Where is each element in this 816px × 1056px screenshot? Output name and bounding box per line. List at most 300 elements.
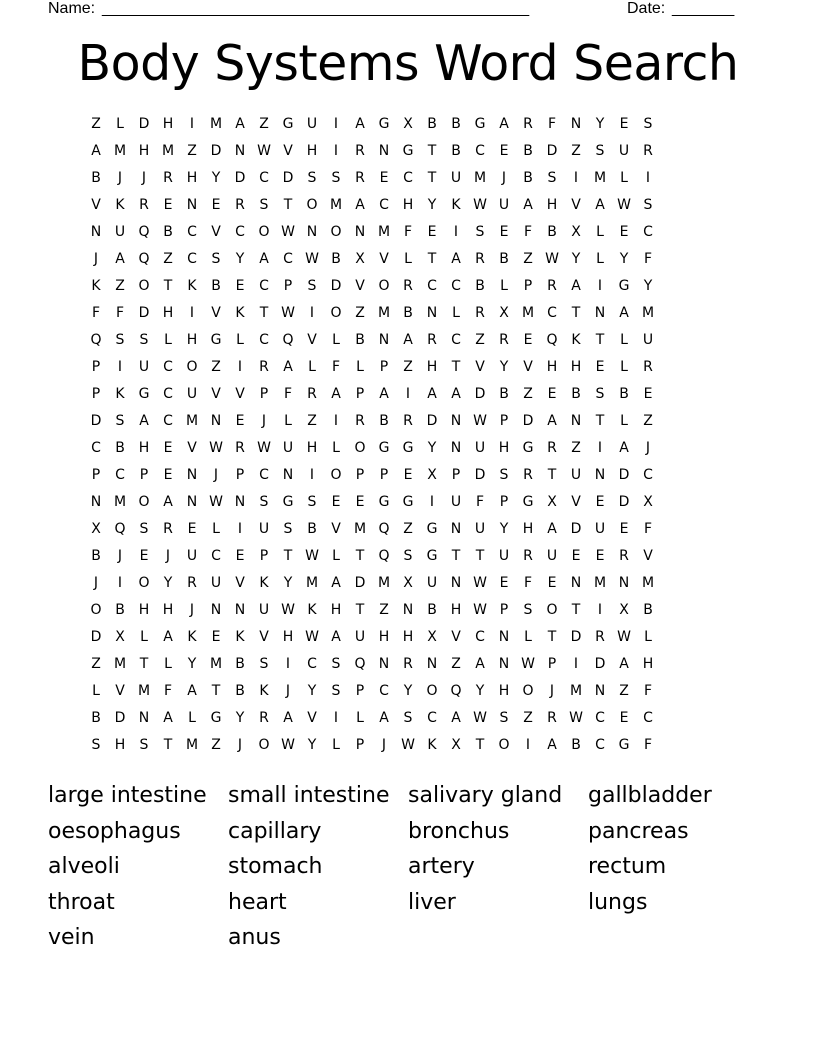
grid-letter[interactable]: N [594,467,606,483]
grid-letter[interactable]: M [329,197,343,213]
grid-letter[interactable]: D [618,467,630,483]
grid-letter[interactable]: T [451,548,461,564]
grid-letter[interactable]: Y [163,575,173,591]
grid-letter[interactable]: G [522,494,534,510]
grid-letter[interactable]: P [379,359,389,375]
grid-letter[interactable]: U [570,467,582,483]
grid-letter[interactable]: W [281,602,295,618]
grid-letter[interactable]: V [211,386,221,402]
grid-letter[interactable]: N [594,305,606,321]
grid-letter[interactable]: R [547,440,557,456]
grid-letter[interactable]: R [235,197,245,213]
grid-letter[interactable]: L [308,359,316,375]
grid-letter[interactable]: C [475,629,485,645]
grid-letter[interactable]: I [645,170,651,186]
grid-letter[interactable]: T [451,359,461,375]
grid-letter[interactable]: O [306,197,318,213]
grid-letter[interactable]: P [499,602,509,618]
grid-letter[interactable]: F [643,737,653,753]
grid-letter[interactable]: P [355,683,365,699]
grid-letter[interactable]: K [427,737,437,753]
grid-letter[interactable]: S [115,332,125,348]
grid-letter[interactable]: B [115,602,125,618]
grid-letter[interactable]: Q [90,332,102,348]
grid-letter[interactable]: T [475,737,485,753]
grid-letter[interactable]: P [547,656,557,672]
grid-letter[interactable]: B [499,251,509,267]
grid-letter[interactable]: S [403,548,413,564]
grid-letter[interactable]: K [187,629,197,645]
grid-letter[interactable]: I [333,710,339,726]
grid-letter[interactable]: F [283,386,293,402]
grid-letter[interactable]: J [189,602,195,618]
grid-letter[interactable]: I [597,602,603,618]
grid-letter[interactable]: X [403,116,413,132]
grid-letter[interactable]: Z [403,359,413,375]
grid-letter[interactable]: V [235,575,245,591]
grid-letter[interactable]: N [618,575,630,591]
grid-letter[interactable]: Y [211,170,221,186]
grid-letter[interactable]: W [473,197,487,213]
grid-letter[interactable]: R [403,278,413,294]
grid-letter[interactable]: U [354,629,366,645]
grid-letter[interactable]: O [354,440,366,456]
grid-letter[interactable]: A [427,386,437,402]
grid-letter[interactable]: B [475,278,485,294]
grid-letter[interactable]: B [571,386,581,402]
grid-letter[interactable]: W [305,629,319,645]
grid-letter[interactable]: O [138,575,150,591]
grid-letter[interactable]: V [259,629,269,645]
grid-letter[interactable]: C [259,278,269,294]
grid-letter[interactable]: Y [235,710,245,726]
grid-letter[interactable]: L [524,629,532,645]
grid-letter[interactable]: F [163,683,173,699]
grid-letter[interactable]: S [499,467,509,483]
grid-letter[interactable]: S [91,737,101,753]
grid-letter[interactable]: I [573,656,579,672]
grid-letter[interactable]: X [355,251,365,267]
grid-letter[interactable]: O [426,683,438,699]
grid-letter[interactable]: T [427,143,437,159]
grid-letter[interactable]: R [355,413,365,429]
grid-letter[interactable]: X [571,224,581,240]
grid-letter[interactable]: E [235,548,245,564]
grid-letter[interactable]: D [618,494,630,510]
grid-letter[interactable]: T [283,197,293,213]
grid-letter[interactable]: A [163,494,173,510]
grid-letter[interactable]: J [261,413,267,429]
grid-letter[interactable]: O [546,602,558,618]
grid-letter[interactable]: F [643,521,653,537]
grid-letter[interactable]: U [186,548,198,564]
grid-letter[interactable]: N [186,197,198,213]
grid-letter[interactable]: X [547,494,557,510]
grid-letter[interactable]: A [619,305,629,321]
grid-letter[interactable]: V [523,359,533,375]
grid-letter[interactable]: W [401,737,415,753]
grid-letter[interactable]: L [620,359,628,375]
grid-letter[interactable]: A [331,575,341,591]
grid-letter[interactable]: R [643,143,653,159]
grid-letter[interactable]: U [642,332,654,348]
grid-letter[interactable]: K [451,197,461,213]
grid-letter[interactable]: E [571,548,581,564]
grid-letter[interactable]: S [139,521,149,537]
grid-letter[interactable]: C [211,548,221,564]
grid-letter[interactable]: F [643,251,653,267]
grid-letter[interactable]: V [187,440,197,456]
grid-letter[interactable]: G [402,440,414,456]
date-field[interactable]: _______ [672,0,735,17]
grid-letter[interactable]: M [569,683,583,699]
grid-letter[interactable]: C [307,656,317,672]
grid-letter[interactable]: I [453,224,459,240]
grid-letter[interactable]: P [379,467,389,483]
grid-letter[interactable]: L [332,332,340,348]
grid-letter[interactable]: R [139,197,149,213]
grid-letter[interactable]: W [281,737,295,753]
grid-letter[interactable]: W [473,575,487,591]
grid-letter[interactable]: S [259,656,269,672]
grid-letter[interactable]: H [498,440,510,456]
grid-letter[interactable]: W [473,602,487,618]
grid-letter[interactable]: B [523,143,533,159]
grid-letter[interactable]: F [523,224,533,240]
grid-letter[interactable]: U [474,521,486,537]
grid-letter[interactable]: N [378,332,390,348]
grid-letter[interactable]: C [643,224,653,240]
grid-letter[interactable]: C [427,710,437,726]
grid-letter[interactable]: C [595,737,605,753]
grid-letter[interactable]: Z [523,251,533,267]
grid-letter[interactable]: H [138,602,150,618]
grid-letter[interactable]: O [378,278,390,294]
grid-letter[interactable]: C [91,440,101,456]
grid-letter[interactable]: L [332,548,340,564]
grid-letter[interactable]: J [501,170,507,186]
grid-letter[interactable]: B [235,656,245,672]
grid-letter[interactable]: U [618,143,630,159]
grid-letter[interactable]: H [138,440,150,456]
grid-letter[interactable]: C [163,386,173,402]
grid-letter[interactable]: B [451,116,461,132]
grid-letter[interactable]: L [620,413,628,429]
grid-letter[interactable]: Q [378,548,390,564]
grid-letter[interactable]: D [570,629,582,645]
grid-letter[interactable]: Y [595,116,605,132]
grid-letter[interactable]: G [522,440,534,456]
grid-letter[interactable]: T [547,467,557,483]
grid-letter[interactable]: S [211,251,221,267]
grid-letter[interactable]: C [427,278,437,294]
grid-letter[interactable]: A [355,197,365,213]
grid-letter[interactable]: T [355,602,365,618]
grid-letter[interactable]: Z [403,521,413,537]
grid-letter[interactable]: D [594,656,606,672]
grid-letter[interactable]: A [259,251,269,267]
grid-letter[interactable]: C [187,224,197,240]
grid-letter[interactable]: J [165,548,171,564]
grid-letter[interactable]: G [282,116,294,132]
grid-letter[interactable]: Y [571,251,581,267]
grid-letter[interactable]: R [619,548,629,564]
grid-letter[interactable]: F [475,494,485,510]
grid-letter[interactable]: S [283,521,293,537]
grid-letter[interactable]: D [426,413,438,429]
grid-letter[interactable]: D [546,143,558,159]
grid-letter[interactable]: B [451,143,461,159]
grid-letter[interactable]: L [620,332,628,348]
grid-letter[interactable]: E [163,467,173,483]
grid-letter[interactable]: N [450,440,462,456]
grid-letter[interactable]: E [403,467,413,483]
grid-letter[interactable]: E [163,440,173,456]
grid-letter[interactable]: N [570,116,582,132]
grid-letter[interactable]: U [546,548,558,564]
grid-letter[interactable]: R [163,521,173,537]
grid-letter[interactable]: H [282,629,294,645]
grid-letter[interactable]: P [139,467,149,483]
grid-letter[interactable]: E [187,521,197,537]
grid-letter[interactable]: Q [282,332,294,348]
grid-letter[interactable]: D [210,143,222,159]
grid-letter[interactable]: C [379,683,389,699]
grid-letter[interactable]: N [450,521,462,537]
grid-letter[interactable]: L [236,332,244,348]
grid-letter[interactable]: H [426,359,438,375]
grid-letter[interactable]: B [619,386,629,402]
grid-letter[interactable]: A [619,656,629,672]
grid-letter[interactable]: X [115,629,125,645]
grid-letter[interactable]: M [377,575,391,591]
grid-letter[interactable]: E [211,197,221,213]
grid-letter[interactable]: T [427,170,437,186]
grid-letter[interactable]: O [258,737,270,753]
grid-letter[interactable]: R [187,575,197,591]
grid-letter[interactable]: V [211,224,221,240]
grid-letter[interactable]: Z [211,737,221,753]
grid-letter[interactable]: K [115,386,125,402]
grid-letter[interactable]: A [331,629,341,645]
grid-letter[interactable]: W [521,656,535,672]
grid-letter[interactable]: X [427,467,437,483]
grid-letter[interactable]: T [139,656,149,672]
grid-letter[interactable]: D [330,278,342,294]
grid-letter[interactable]: L [212,521,220,537]
grid-letter[interactable]: Q [138,224,150,240]
grid-letter[interactable]: S [139,737,149,753]
grid-letter[interactable]: J [141,170,147,186]
grid-letter[interactable]: S [499,710,509,726]
grid-letter[interactable]: M [137,683,151,699]
grid-letter[interactable]: Z [643,413,653,429]
grid-letter[interactable]: E [547,386,557,402]
grid-letter[interactable]: D [354,575,366,591]
grid-letter[interactable]: T [427,251,437,267]
grid-letter[interactable]: L [356,710,364,726]
grid-letter[interactable]: V [379,251,389,267]
grid-letter[interactable]: Y [235,251,245,267]
grid-letter[interactable]: O [186,359,198,375]
grid-letter[interactable]: P [259,548,269,564]
grid-letter[interactable]: L [188,710,196,726]
grid-letter[interactable]: L [164,656,172,672]
grid-letter[interactable]: A [523,197,533,213]
grid-letter[interactable]: E [547,575,557,591]
grid-letter[interactable]: V [115,683,125,699]
grid-letter[interactable]: C [643,710,653,726]
grid-letter[interactable]: B [355,332,365,348]
grid-letter[interactable]: M [209,116,223,132]
grid-letter[interactable]: C [187,251,197,267]
grid-letter[interactable]: R [235,440,245,456]
grid-letter[interactable]: N [90,494,102,510]
grid-letter[interactable]: U [498,548,510,564]
grid-letter[interactable]: S [115,413,125,429]
grid-letter[interactable]: U [114,224,126,240]
grid-letter[interactable]: W [209,494,223,510]
grid-letter[interactable]: G [378,116,390,132]
grid-letter[interactable]: F [91,305,101,321]
grid-letter[interactable]: F [115,305,125,321]
grid-letter[interactable]: G [210,710,222,726]
grid-letter[interactable]: V [475,359,485,375]
grid-letter[interactable]: C [259,467,269,483]
grid-letter[interactable]: X [643,494,653,510]
grid-letter[interactable]: E [211,629,221,645]
grid-letter[interactable]: J [117,548,123,564]
grid-letter[interactable]: M [113,656,127,672]
grid-letter[interactable]: O [138,494,150,510]
grid-letter[interactable]: R [475,251,485,267]
grid-letter[interactable]: T [475,548,485,564]
grid-letter[interactable]: V [451,629,461,645]
grid-letter[interactable]: S [331,656,341,672]
grid-letter[interactable]: A [547,737,557,753]
grid-letter[interactable]: M [113,494,127,510]
grid-letter[interactable]: E [523,332,533,348]
grid-letter[interactable]: P [235,467,245,483]
grid-letter[interactable]: T [211,683,221,699]
grid-letter[interactable]: E [499,575,509,591]
grid-letter[interactable]: U [594,521,606,537]
grid-letter[interactable]: N [450,413,462,429]
grid-letter[interactable]: C [259,170,269,186]
grid-letter[interactable]: N [90,224,102,240]
grid-letter[interactable]: I [333,413,339,429]
grid-letter[interactable]: W [305,548,319,564]
grid-letter[interactable]: A [355,116,365,132]
grid-letter[interactable]: W [257,143,271,159]
grid-letter[interactable]: T [355,548,365,564]
grid-letter[interactable]: M [593,170,607,186]
grid-letter[interactable]: I [525,737,531,753]
grid-letter[interactable]: L [332,440,340,456]
grid-letter[interactable]: A [403,332,413,348]
grid-letter[interactable]: P [355,467,365,483]
grid-letter[interactable]: J [549,683,555,699]
grid-letter[interactable]: L [140,629,148,645]
grid-letter[interactable]: G [474,116,486,132]
grid-letter[interactable]: A [115,251,125,267]
grid-letter[interactable]: R [499,332,509,348]
grid-letter[interactable]: R [163,170,173,186]
grid-letter[interactable]: A [475,656,485,672]
grid-letter[interactable]: U [450,170,462,186]
grid-letter[interactable]: Q [114,521,126,537]
grid-letter[interactable]: P [499,494,509,510]
grid-letter[interactable]: J [213,467,219,483]
grid-letter[interactable]: D [138,305,150,321]
grid-letter[interactable]: B [91,710,101,726]
grid-letter[interactable]: N [498,656,510,672]
grid-letter[interactable]: S [307,494,317,510]
grid-letter[interactable]: J [237,737,243,753]
grid-letter[interactable]: M [161,143,175,159]
grid-letter[interactable]: H [186,170,198,186]
grid-letter[interactable]: E [331,494,341,510]
grid-letter[interactable]: Z [187,143,197,159]
grid-letter[interactable]: K [91,278,101,294]
grid-letter[interactable]: M [113,143,127,159]
grid-letter[interactable]: R [475,305,485,321]
grid-letter[interactable]: E [355,494,365,510]
grid-letter[interactable]: R [259,710,269,726]
grid-letter[interactable]: H [138,143,150,159]
grid-letter[interactable]: E [619,116,629,132]
grid-letter[interactable]: Y [307,737,317,753]
grid-letter[interactable]: I [117,359,123,375]
grid-letter[interactable]: A [499,116,509,132]
grid-letter[interactable]: Z [571,143,581,159]
grid-letter[interactable]: B [163,224,173,240]
grid-letter[interactable]: G [426,548,438,564]
grid-letter[interactable]: H [114,737,126,753]
grid-letter[interactable]: B [523,170,533,186]
grid-letter[interactable]: L [332,737,340,753]
grid-letter[interactable]: Y [427,197,437,213]
grid-letter[interactable]: I [309,305,315,321]
grid-letter[interactable]: H [402,629,414,645]
grid-letter[interactable]: P [355,737,365,753]
grid-letter[interactable]: L [596,224,604,240]
grid-letter[interactable]: A [379,386,389,402]
grid-letter[interactable]: Y [619,251,629,267]
grid-letter[interactable]: H [522,521,534,537]
grid-letter[interactable]: Z [307,413,317,429]
name-field[interactable]: ________________________________________________ [102,0,530,17]
grid-letter[interactable]: S [643,116,653,132]
grid-letter[interactable]: E [595,548,605,564]
grid-letter[interactable]: M [641,305,655,321]
grid-letter[interactable]: E [619,521,629,537]
grid-letter[interactable]: M [353,521,367,537]
grid-letter[interactable]: Z [91,116,101,132]
grid-letter[interactable]: V [235,386,245,402]
grid-letter[interactable]: H [162,602,174,618]
grid-letter[interactable]: O [90,602,102,618]
grid-letter[interactable]: P [523,278,533,294]
grid-letter[interactable]: C [451,332,461,348]
grid-letter[interactable]: C [643,467,653,483]
grid-letter[interactable]: C [595,710,605,726]
grid-letter[interactable]: O [138,278,150,294]
grid-letter[interactable]: C [163,413,173,429]
grid-letter[interactable]: M [521,305,535,321]
grid-letter[interactable]: A [451,251,461,267]
grid-letter[interactable]: C [115,467,125,483]
